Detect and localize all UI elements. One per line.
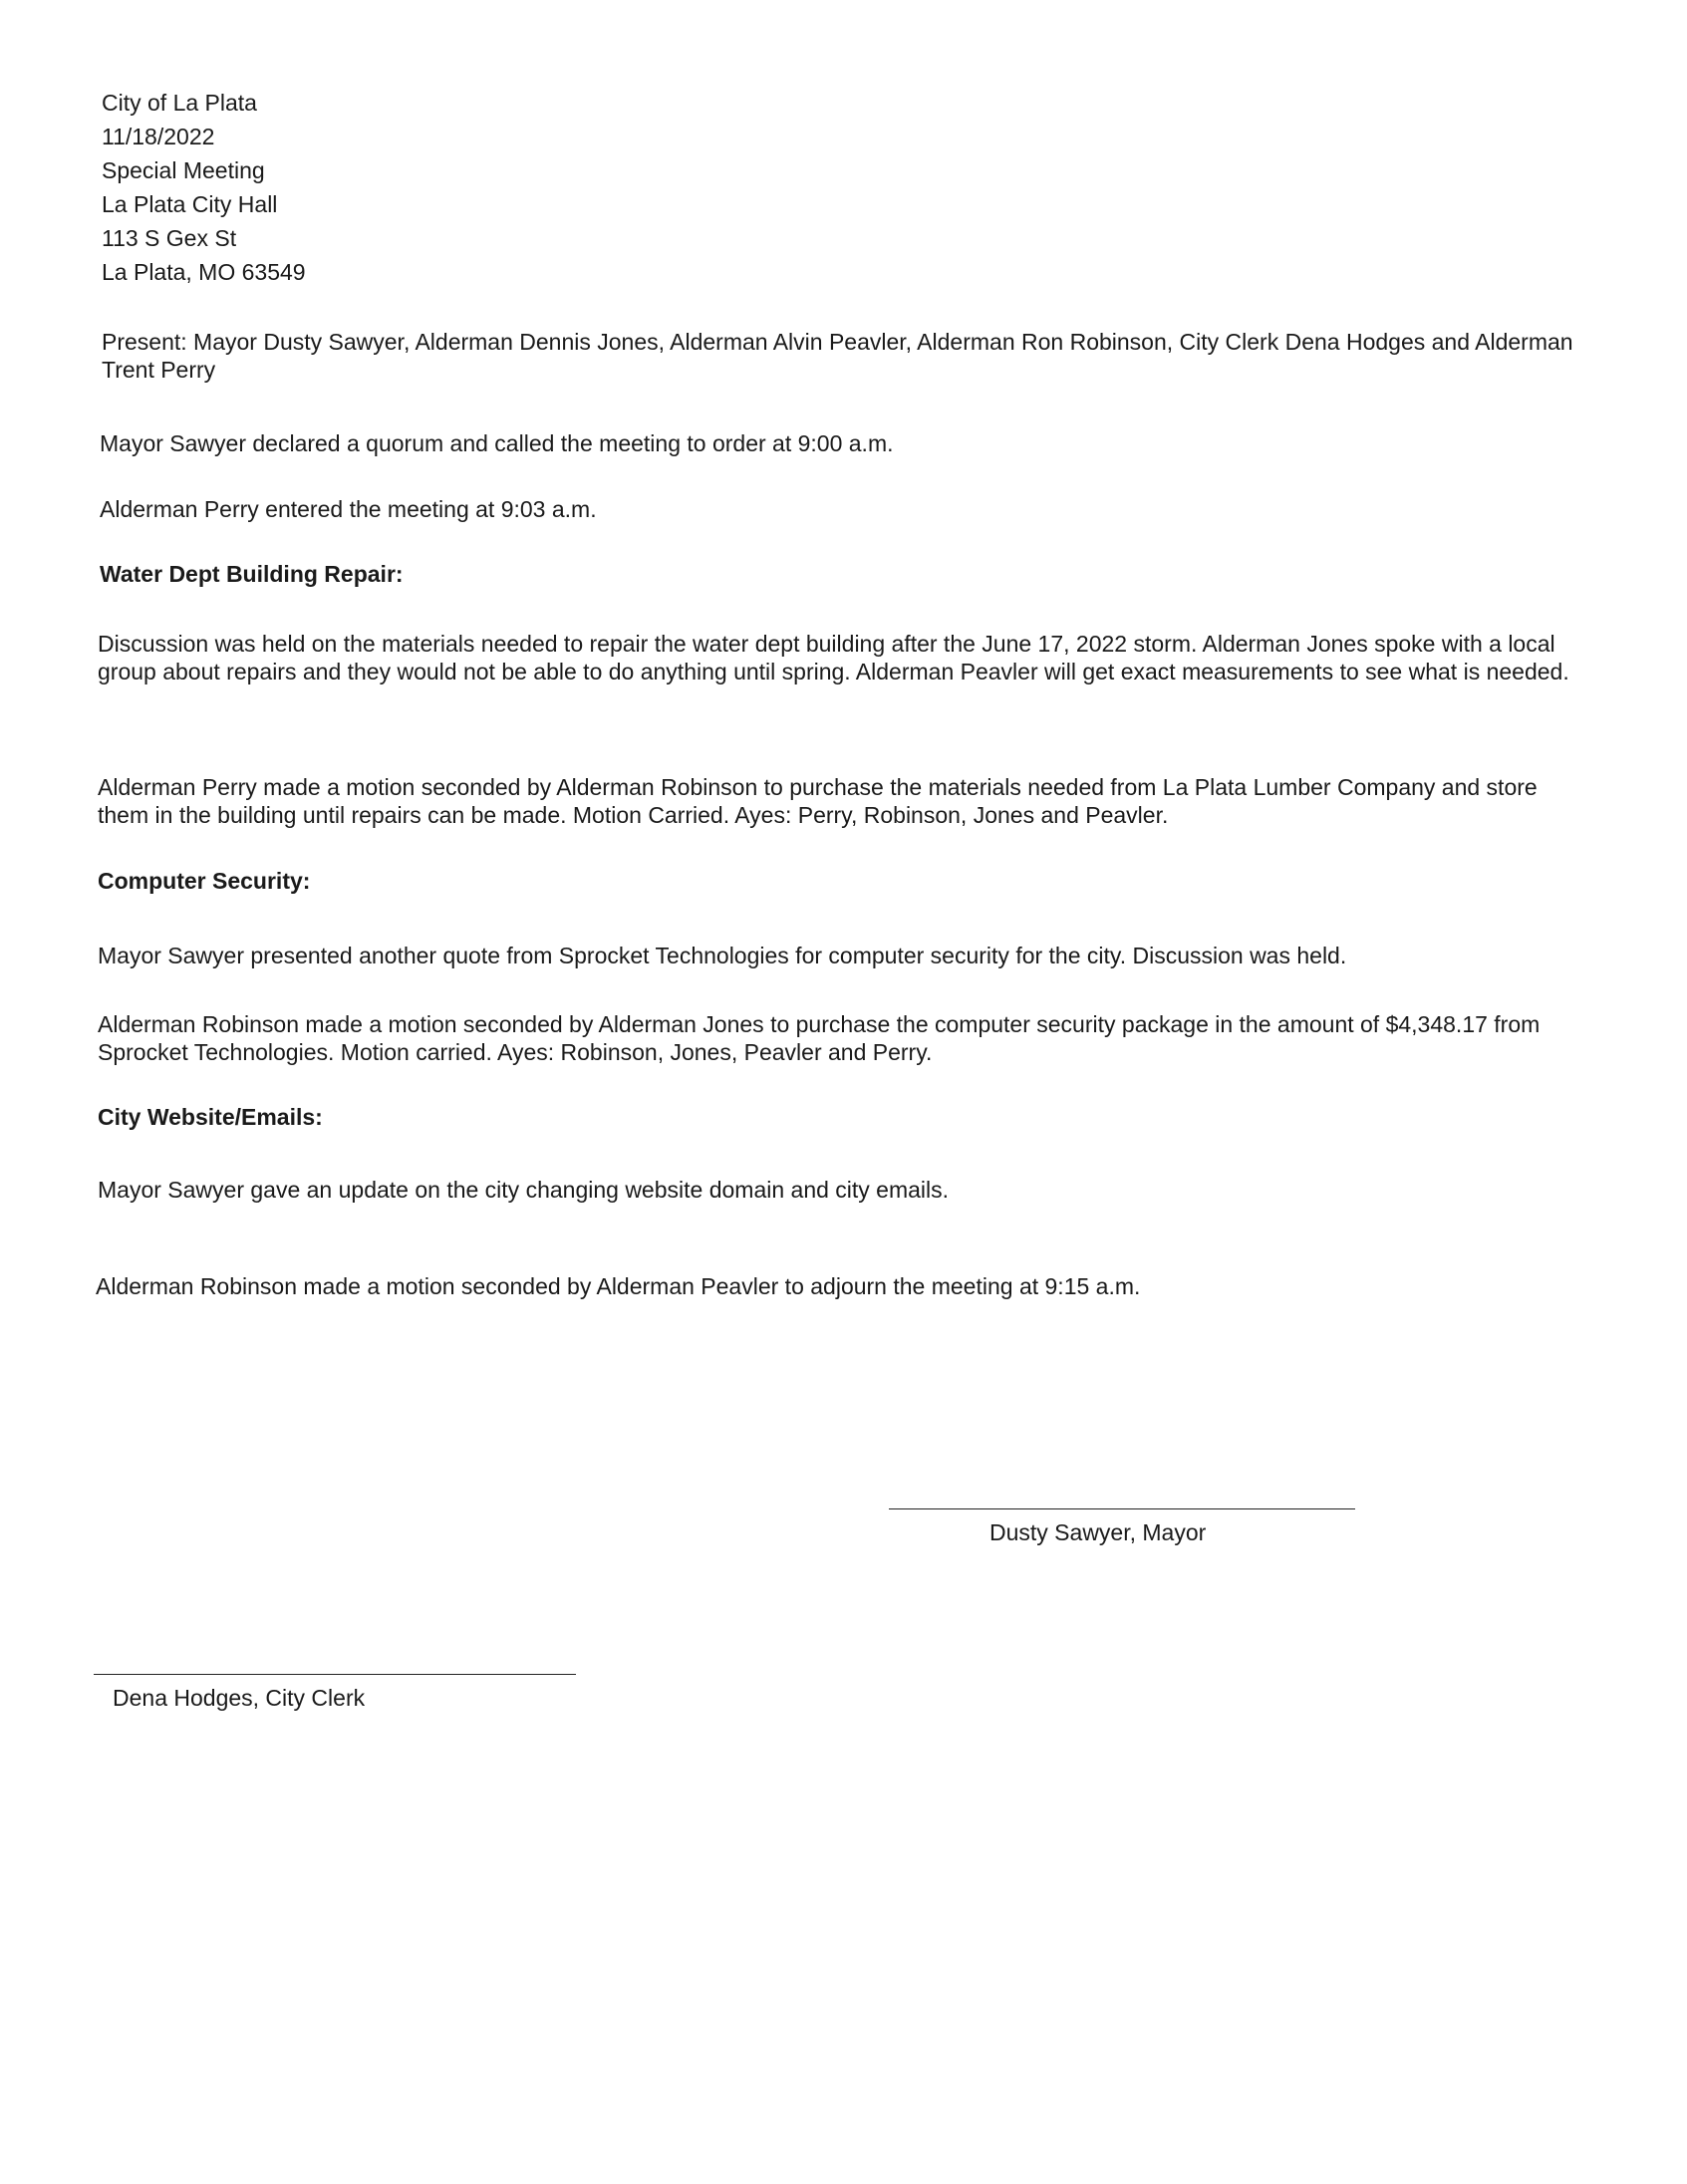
adjournment-paragraph: Alderman Robinson made a motion seconded by Alderman Peavler to adjourn the meeting at 9:15 a.m. bbox=[96, 1273, 1141, 1299]
attendance-paragraph: Present: Mayor Dusty Sawyer, Alderman Dennis Jones, Alderman Alvin Peavler, Alderman Ron Robinson, City Clerk Dena Hodges and Alderman Trent Perry bbox=[102, 329, 1573, 383]
mayor-signature-name: Dusty Sawyer, Mayor bbox=[989, 1519, 1207, 1545]
late-arrival-paragraph: Alderman Perry entered the meeting at 9:03 a.m. bbox=[100, 496, 597, 522]
meeting-header bbox=[102, 86, 306, 289]
meeting-date: 11/18/2022 bbox=[102, 124, 215, 149]
address-street: 113 S Gex St bbox=[102, 225, 237, 251]
computer-security-discussion-paragraph: Mayor Sawyer presented another quote from Sprocket Technologies for computer security for the city. Discussion was held. bbox=[98, 943, 1347, 968]
mayor-signature-line bbox=[889, 1508, 1355, 1509]
city-website-paragraph: Mayor Sawyer gave an update on the city changing website domain and city emails. bbox=[98, 1177, 950, 1203]
meeting-type: Special Meeting bbox=[102, 157, 265, 183]
water-dept-discussion-paragraph: Discussion was held on the materials needed to repair the water dept building after the June 17, 2022 storm. Alderman Jones spoke with a local group about repairs and they would not be able to do anything until spring. Alderman Peavler will get exact measurements to see what is needed. bbox=[98, 631, 1569, 684]
section-heading-water-dept: Water Dept Building Repair: bbox=[100, 561, 404, 587]
section-heading-computer-security: Computer Security: bbox=[98, 868, 311, 894]
address-city: La Plata, MO 63549 bbox=[102, 259, 306, 285]
meeting-location: La Plata City Hall bbox=[102, 191, 278, 217]
call-to-order-paragraph: Mayor Sawyer declared a quorum and called the meeting to order at 9:00 a.m. bbox=[100, 430, 894, 456]
city-name: City of La Plata bbox=[102, 90, 257, 116]
clerk-signature-name: Dena Hodges, City Clerk bbox=[113, 1685, 366, 1711]
clerk-signature-line bbox=[94, 1674, 576, 1675]
computer-security-motion-paragraph: Alderman Robinson made a motion seconded by Alderman Jones to purchase the computer security package in the amount of $4,348.17 from Sprocket Technologies. Motion carried. Ayes: Robinson, Jones, Peavler and Perry. bbox=[98, 1011, 1541, 1065]
section-heading-city-website: City Website/Emails: bbox=[98, 1104, 323, 1130]
water-dept-motion-paragraph: Alderman Perry made a motion seconded by Alderman Robinson to purchase the materials needed from La Plata Lumber Company and store them in the building until repairs can be made. Motion Carried. Ayes: Perry, Robinson, Jones and Peavler. bbox=[98, 774, 1538, 828]
